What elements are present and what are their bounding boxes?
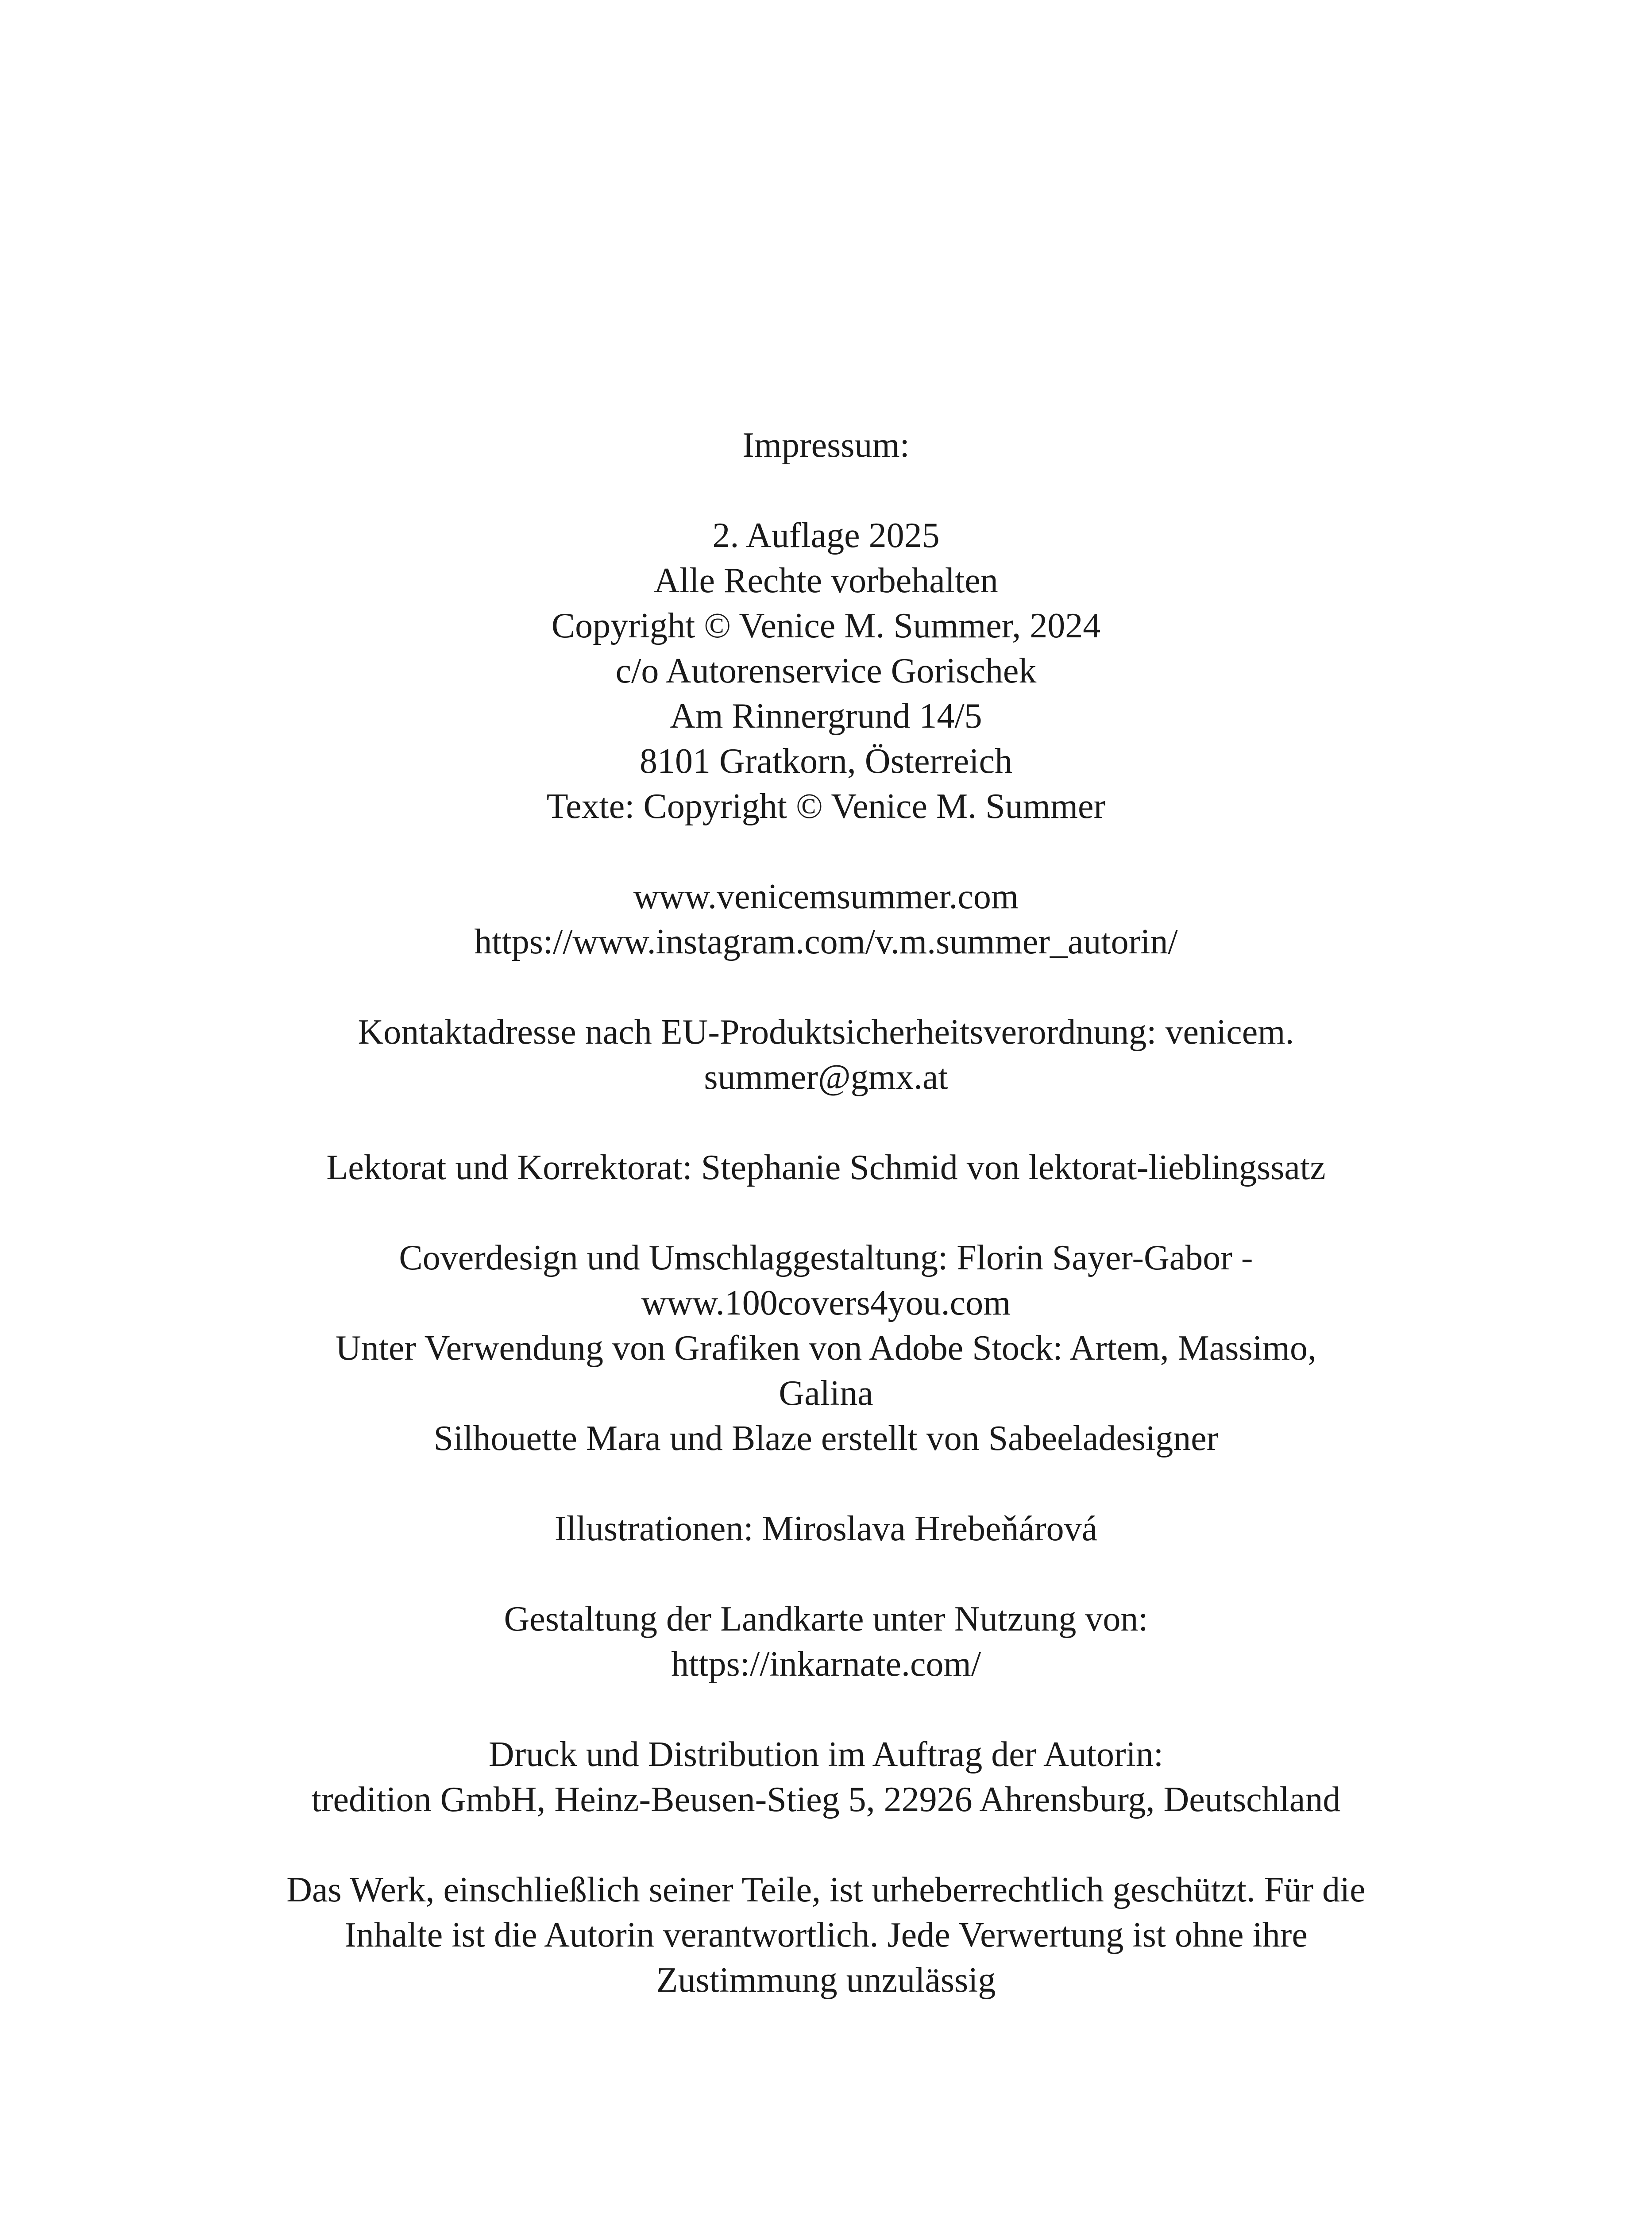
illustrations-credit: Illustrationen: Miroslava Hrebeňárová: [554, 1509, 1098, 1548]
legal-notice-line-1: Das Werk, einschließlich seiner Teile, ist urheberrechtlich geschützt. Für die: [286, 1870, 1366, 1909]
editing-credit: Lektorat und Korrektorat: Stephanie Schmid von lektorat-lieblingssatz: [326, 1148, 1326, 1187]
spacer: [0, 1551, 1652, 1596]
spacer: [0, 1100, 1652, 1145]
address-care-of: c/o Autorenservice Gorischek: [615, 652, 1037, 690]
spacer: [0, 1461, 1652, 1506]
map-credit-line-2: https://inkarnate.com/: [671, 1645, 981, 1684]
spacer: [0, 1822, 1652, 1867]
address-city: 8101 Gratkorn, Österreich: [640, 742, 1012, 781]
rights-text: Alle Rechte vorbehalten: [654, 561, 998, 600]
text-copyright: Texte: Copyright © Venice M. Summer: [546, 787, 1106, 826]
silhouette-credit: Silhouette Mara und Blaze erstellt von Sabeeladesigner: [433, 1419, 1219, 1458]
contact-address-line-1: Kontaktadresse nach EU-Produktsicherheitsverordnung: venicem.: [358, 1013, 1294, 1052]
print-credit-line-1: Druck und Distribution im Auftrag der Autorin:: [488, 1735, 1164, 1774]
website-url: www.venicemsummer.com: [633, 877, 1019, 916]
spacer: [0, 829, 1652, 874]
map-credit-line-1: Gestaltung der Landkarte unter Nutzung von:: [504, 1600, 1148, 1639]
address-street: Am Rinnergrund 14/5: [670, 697, 982, 736]
spacer: [0, 964, 1652, 1010]
stock-credit-line-1: Unter Verwendung von Grafiken von Adobe Stock: Artem, Massimo,: [336, 1329, 1316, 1368]
cover-credit-line-1: Coverdesign und Umschlaggestaltung: Florin Sayer-Gabor -: [399, 1238, 1253, 1277]
cover-credit-line-2: www.100covers4you.com: [641, 1284, 1011, 1322]
imprint-block: [0, 423, 1652, 2003]
spacer: [0, 468, 1652, 513]
spacer: [0, 1190, 1652, 1235]
print-credit-line-2: tredition GmbH, Heinz-Beusen-Stieg 5, 22926 Ahrensburg, Deutschland: [311, 1780, 1341, 1819]
legal-notice-line-2: Inhalte ist die Autorin verantwortlich. Jede Verwertung ist ohne ihre: [344, 1916, 1308, 1955]
edition-text: 2. Auflage 2025: [712, 516, 940, 555]
legal-notice-line-3: Zustimmung unzulässig: [656, 1961, 996, 2000]
stock-credit-line-2: Galina: [779, 1374, 873, 1413]
copyright-text: Copyright © Venice M. Summer, 2024: [551, 606, 1101, 645]
instagram-url: https://www.instagram.com/v.m.summer_autorin/: [474, 922, 1178, 961]
imprint-heading: Impressum:: [742, 426, 910, 465]
contact-address-line-2: summer@gmx.at: [704, 1058, 948, 1097]
spacer: [0, 1687, 1652, 1732]
